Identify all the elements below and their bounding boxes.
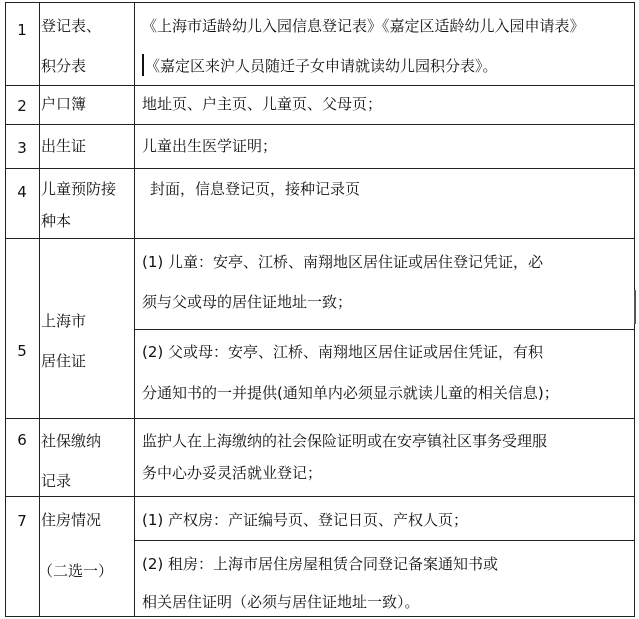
scroll-edge-mark: [634, 290, 636, 324]
item-label: 户口簿: [41, 95, 87, 113]
row-number: 3: [17, 139, 27, 157]
row-border: [5, 168, 634, 169]
sub-row-border: [134, 329, 634, 330]
item-label: 记录: [41, 472, 72, 490]
content-text: (1) 儿童：安亭、江桥、南翔地区居住证或居住登记凭证，必: [142, 253, 544, 271]
row-number: 2: [17, 97, 27, 115]
row-number: 5: [17, 342, 27, 360]
content-text: 封面，信息登记页，接种记录页: [150, 180, 361, 198]
item-label: 住房情况: [41, 511, 102, 529]
row-number: 7: [17, 512, 27, 530]
row-border: [5, 124, 634, 125]
content-text: 《嘉定区来沪人员随迁子女申请就读幼儿园积分表》。: [145, 57, 498, 75]
content-text: (1) 产权房：产证编号页、登记日页、产权人页；: [142, 511, 469, 529]
content-text: 相关居住证明（必须与居住证地址一致）。: [142, 593, 420, 611]
item-label: 种本: [41, 212, 72, 230]
item-label: 上海市: [41, 312, 87, 330]
column-divider-item: [134, 2, 135, 617]
row-border: [5, 418, 634, 419]
content-text: 须与父或母的居住证地址一致；: [142, 293, 353, 311]
item-label: 登记表、: [41, 17, 102, 35]
content-text: 儿童出生医学证明；: [142, 137, 278, 155]
row-border: [5, 85, 634, 86]
row-border: [5, 238, 634, 239]
item-label: 儿童预防接: [41, 180, 117, 198]
sub-row-border: [134, 540, 634, 541]
content-text: 分通知书的一并提供(通知单内必须显示就读儿童的相关信息)；: [142, 384, 559, 402]
item-label: 社保缴纳: [41, 432, 102, 450]
row-number: 4: [17, 183, 27, 201]
content-text: 监护人在上海缴纳的社会保险证明或在安亭镇社区事务受理服: [142, 432, 548, 450]
content-text: (2) 租房：上海市居住房屋租赁合同登记备案通知书或: [142, 555, 499, 573]
item-label: 积分表: [41, 57, 87, 75]
content-text: 地址页、户主页、儿童页、父母页；: [142, 95, 383, 113]
item-label: 出生证: [41, 137, 87, 155]
content-text: 务中心办妥灵活就业登记；: [142, 464, 323, 482]
item-label: 居住证: [41, 352, 87, 370]
item-label: （二选一）: [38, 562, 114, 580]
text-cursor: [142, 54, 144, 76]
content-text: (2) 父或母：安亭、江桥、南翔地区居住证或居住凭证，有积: [142, 343, 544, 361]
row-number: 6: [17, 431, 27, 449]
row-border-bottom: [5, 616, 634, 617]
column-divider-number: [39, 2, 40, 617]
row-border: [5, 496, 634, 497]
content-text: 《上海市适龄幼儿入园信息登记表》《嘉定区适龄幼儿入园申请表》: [142, 17, 585, 35]
row-number: 1: [17, 21, 27, 39]
row-border-top: [5, 2, 634, 3]
